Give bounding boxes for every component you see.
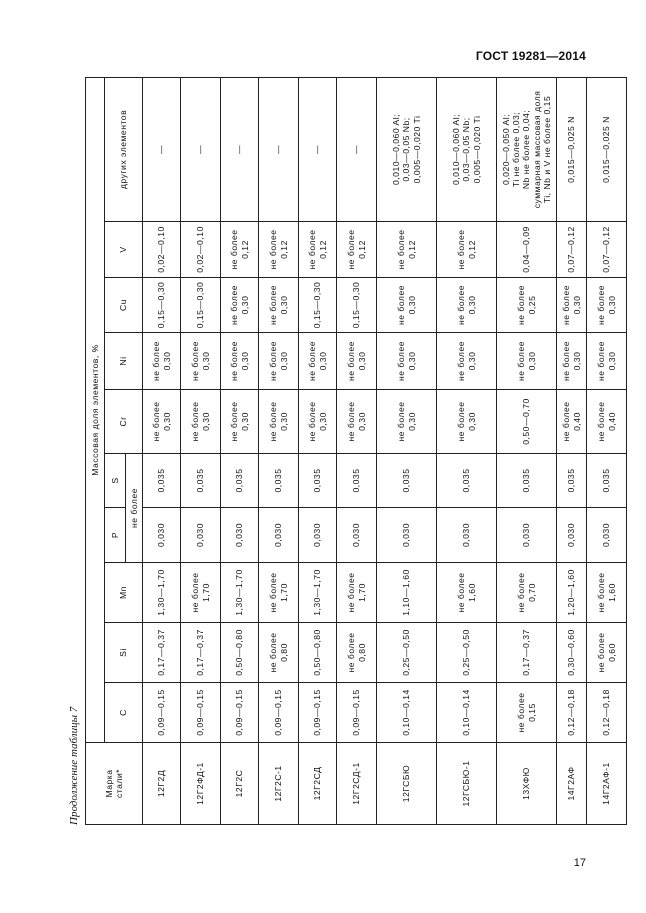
header-not-more: не более (126, 454, 143, 563)
cell-v (497, 222, 557, 278)
cell-line: 0,30 (406, 351, 417, 371)
cell-line: — (273, 144, 284, 155)
table-row (221, 77, 259, 824)
cell-c (181, 683, 221, 743)
cell-line: 1,10—1,60 (401, 569, 412, 616)
table-header (86, 77, 143, 824)
cell-line: 0,12 (356, 240, 367, 259)
cell-si (437, 623, 497, 683)
cell-si (377, 623, 437, 683)
cell-line: 0,015—0,025 N (566, 116, 577, 183)
cell-line: не более (268, 341, 279, 381)
cell-v (557, 222, 587, 278)
header-mass-fraction: Массовая доля элементов, % (86, 77, 105, 742)
table-row (337, 77, 377, 824)
cell-line: не более (456, 285, 467, 325)
cell-line: 0,30 (356, 351, 367, 371)
cell-line: 0,15—0,30 (351, 281, 362, 329)
cell-v (437, 222, 497, 278)
cell-cr (259, 390, 299, 454)
cell-line: 0,12—0,18 (601, 689, 612, 736)
cell-cu (587, 278, 627, 333)
cell-line: не более (268, 401, 279, 442)
cell-other (221, 77, 259, 221)
cell-line: 0,09—0,15 (195, 689, 206, 736)
cell-mn (143, 563, 181, 623)
cell-line: 0,30 (161, 351, 172, 371)
cell-ni (497, 333, 557, 390)
cell-line: 0,50—0,80 (312, 629, 323, 676)
cell-line: 0,12 (317, 240, 328, 259)
cell-line: не более (190, 572, 201, 613)
cell-v (587, 222, 627, 278)
cell-grade: 12ГСБЮ (377, 743, 437, 825)
cell-line: 0,07—0,12 (601, 226, 612, 273)
cell-line: не более (229, 229, 240, 270)
cell-line: 1,70 (200, 583, 211, 602)
cell-line: не более (151, 401, 162, 442)
cell-ni (337, 333, 377, 390)
cell-line: не более (456, 229, 467, 270)
cell-line: 0,40 (571, 412, 582, 431)
cell-cu (181, 278, 221, 333)
cell-v (143, 222, 181, 278)
cell-line: 0,30 (200, 351, 211, 371)
cell-line: 0,12—0,18 (566, 689, 577, 736)
cell-line: 0,30 (278, 351, 289, 371)
cell-si (557, 623, 587, 683)
cell-line: 1,30—1,70 (312, 569, 323, 616)
cell-cr (587, 390, 627, 454)
cell-line: 0,15—0,30 (195, 281, 206, 329)
table-row (587, 77, 627, 824)
cell-si (221, 623, 259, 683)
header-si: Si (105, 623, 143, 683)
cell-line: 1,60 (606, 583, 617, 602)
cell-line: не более (396, 341, 407, 381)
cell-s: 0,035 (437, 454, 497, 508)
cell-line: не более (396, 229, 407, 270)
cell-p: 0,030 (557, 508, 587, 563)
cell-other (557, 77, 587, 221)
cell-line: 0,005—0,020 Ti (411, 115, 422, 184)
cell-mn (181, 563, 221, 623)
cell-cu (143, 278, 181, 333)
cell-c (259, 683, 299, 743)
cell-line: Nb не более 0,04; (521, 109, 532, 190)
cell-c (377, 683, 437, 743)
cell-cu (221, 278, 259, 333)
table-row (437, 77, 497, 824)
cell-line: не более (307, 401, 318, 442)
cell-s: 0,035 (259, 454, 299, 508)
cell-line: 0,25—0,50 (461, 629, 472, 676)
cell-grade: 13ХФЮ (497, 743, 557, 825)
cell-line: 0,12 (239, 240, 250, 259)
cell-cu (497, 278, 557, 333)
cell-p: 0,030 (497, 508, 557, 563)
cell-mn (337, 563, 377, 623)
table-row (181, 77, 221, 824)
cell-s: 0,035 (497, 454, 557, 508)
cell-mn (497, 563, 557, 623)
cell-c (337, 683, 377, 743)
header-cr: Cr (105, 390, 143, 454)
cell-other (377, 77, 437, 221)
table-row (143, 77, 181, 824)
cell-cr (337, 390, 377, 454)
cell-line: 0,07—0,12 (566, 226, 577, 273)
cell-line: не более (346, 229, 357, 270)
cell-mn (587, 563, 627, 623)
cell-line: 0,30 (278, 295, 289, 315)
cell-ni (143, 333, 181, 390)
cell-cu (299, 278, 337, 333)
cell-line: 0,17—0,37 (156, 629, 167, 676)
header-mn: Mn (105, 563, 143, 623)
cell-line: 0,09—0,15 (351, 689, 362, 736)
cell-line: 0,40 (606, 412, 617, 431)
cell-line: 0,80 (278, 643, 289, 662)
cell-line: 0,30 (466, 412, 477, 431)
cell-line: 0,12 (466, 240, 477, 259)
cell-line: не более (516, 341, 527, 381)
cell-line: 0,30 (606, 295, 617, 315)
header-cu: Cu (105, 278, 143, 333)
chemical-composition-table (85, 77, 627, 825)
cell-line: 0,30 (278, 412, 289, 431)
cell-line: не более (561, 341, 572, 381)
cell-v (377, 222, 437, 278)
cell-line: 0,09—0,15 (312, 689, 323, 736)
cell-line: не более (596, 285, 607, 325)
cell-v (337, 222, 377, 278)
cell-grade: 14Г2АФ-1 (587, 743, 627, 825)
cell-line: 0,30 (356, 412, 367, 431)
header-v: V (105, 222, 143, 278)
cell-line: 1,30—1,70 (156, 569, 167, 616)
cell-line: 0,04—0,09 (521, 226, 532, 273)
cell-line: 0,010—0,060 Al; (451, 113, 462, 185)
cell-line: не более (229, 401, 240, 442)
table-row (299, 77, 337, 824)
cell-si (587, 623, 627, 683)
cell-line: не более (346, 341, 357, 381)
cell-line: 0,30 (161, 412, 172, 431)
cell-line: 0,03—0,05 Nb; (401, 117, 412, 182)
table-row (259, 77, 299, 824)
cell-line: — (312, 144, 323, 155)
cell-v (259, 222, 299, 278)
table-row (377, 77, 437, 824)
cell-line: 0,30 (406, 295, 417, 315)
cell-si (143, 623, 181, 683)
cell-mn (557, 563, 587, 623)
cell-grade: 12Г2Д (143, 743, 181, 825)
cell-line: — (351, 144, 362, 155)
header-c: C (105, 683, 143, 743)
cell-line: 0,17—0,37 (521, 629, 532, 676)
table-caption: Продолжение таблицы 7 (68, 706, 80, 825)
cell-other (299, 77, 337, 221)
cell-grade: 12Г2ФД-1 (181, 743, 221, 825)
cell-mn (437, 563, 497, 623)
header-ni: Ni (105, 333, 143, 390)
cell-cr (497, 390, 557, 454)
cell-line: 0,17—0,37 (195, 629, 206, 676)
cell-grade: 12Г2СД (299, 743, 337, 825)
cell-ni (587, 333, 627, 390)
cell-s: 0,035 (377, 454, 437, 508)
cell-s: 0,035 (587, 454, 627, 508)
cell-v (181, 222, 221, 278)
cell-line: 0,30—0,60 (566, 629, 577, 676)
cell-other (181, 77, 221, 221)
cell-line: 0,30 (526, 351, 537, 371)
cell-cu (337, 278, 377, 333)
cell-line: не более (561, 401, 572, 442)
cell-grade: 12Г2С-1 (259, 743, 299, 825)
cell-line: 1,70 (278, 583, 289, 602)
cell-mn (259, 563, 299, 623)
table-body (143, 77, 627, 824)
cell-s: 0,035 (337, 454, 377, 508)
cell-c (497, 683, 557, 743)
cell-line: 0,30 (406, 412, 417, 431)
cell-ni (299, 333, 337, 390)
cell-line: 0,30 (571, 351, 582, 371)
header-grade: Марка стали* (86, 743, 143, 825)
cell-line: не более (190, 341, 201, 381)
cell-p: 0,030 (299, 508, 337, 563)
cell-line: не более (229, 341, 240, 381)
cell-line: 0,50—0,80 (234, 629, 245, 676)
cell-line: 0,10—0,14 (401, 689, 412, 736)
cell-line: суммарная массовая доля (531, 90, 542, 209)
cell-ni (221, 333, 259, 390)
cell-line: 0,25 (526, 295, 537, 315)
header-other: других элементов (105, 77, 143, 221)
table-row (497, 77, 557, 824)
cell-ni (377, 333, 437, 390)
cell-line: 1,70 (356, 583, 367, 602)
cell-line: Ti не более 0,03; (511, 111, 522, 188)
cell-p: 0,030 (221, 508, 259, 563)
cell-p: 0,030 (259, 508, 299, 563)
cell-line: 0,12 (278, 240, 289, 259)
cell-s: 0,035 (299, 454, 337, 508)
cell-cu (557, 278, 587, 333)
cell-line: не более (229, 285, 240, 325)
cell-si (259, 623, 299, 683)
cell-line: не более (151, 341, 162, 381)
cell-line: 0,30 (239, 412, 250, 431)
cell-mn (299, 563, 337, 623)
cell-line: 0,010—0,060 Al; (391, 113, 402, 185)
cell-cu (377, 278, 437, 333)
cell-line: 0,09—0,15 (156, 689, 167, 736)
cell-other (259, 77, 299, 221)
cell-grade: 14Г2АФ (557, 743, 587, 825)
cell-mn (221, 563, 259, 623)
cell-other (587, 77, 627, 221)
cell-cr (181, 390, 221, 454)
cell-line: 0,09—0,15 (234, 689, 245, 736)
cell-line: 0,50—0,70 (521, 398, 532, 445)
cell-c (437, 683, 497, 743)
cell-p: 0,030 (143, 508, 181, 563)
cell-line: 0,30 (239, 295, 250, 315)
cell-si (497, 623, 557, 683)
cell-line: не более (561, 285, 572, 325)
cell-cu (259, 278, 299, 333)
cell-line: — (195, 144, 206, 155)
header-s: S (105, 454, 126, 508)
cell-line: не более (396, 401, 407, 442)
cell-line: не более (346, 572, 357, 613)
cell-line: 0,020—0,050 Al; (500, 113, 511, 185)
cell-mn (377, 563, 437, 623)
cell-line: 0,30 (466, 351, 477, 371)
cell-cu (437, 278, 497, 333)
cell-line: 0,30 (239, 351, 250, 371)
cell-line: — (156, 144, 167, 155)
cell-line: не более (268, 572, 279, 613)
cell-cr (377, 390, 437, 454)
cell-line: не более (516, 572, 527, 613)
cell-cr (299, 390, 337, 454)
cell-line: не более (190, 401, 201, 442)
cell-line: 0,15 (526, 703, 537, 722)
rotated-table-block (68, 78, 617, 825)
cell-s: 0,035 (143, 454, 181, 508)
cell-other (437, 77, 497, 221)
cell-p: 0,030 (377, 508, 437, 563)
cell-line: 0,005—0,020 Ti (471, 115, 482, 184)
cell-grade: 12Г2С (221, 743, 259, 825)
cell-line: 0,30 (571, 295, 582, 315)
cell-other (497, 77, 557, 221)
cell-line: не более (596, 632, 607, 673)
cell-cr (557, 390, 587, 454)
cell-c (557, 683, 587, 743)
cell-line: 0,70 (526, 583, 537, 602)
cell-s: 0,035 (557, 454, 587, 508)
cell-si (337, 623, 377, 683)
cell-line: не более (268, 285, 279, 325)
cell-grade: 12ГСБЮ-1 (437, 743, 497, 825)
cell-line: 0,25—0,50 (401, 629, 412, 676)
cell-other (337, 77, 377, 221)
cell-line: — (234, 144, 245, 155)
cell-line: 0,02—0,10 (156, 226, 167, 273)
cell-line: 0,15—0,30 (156, 281, 167, 329)
cell-line: 0,60 (606, 643, 617, 662)
cell-line: 0,30 (200, 412, 211, 431)
cell-line: 0,30 (466, 295, 477, 315)
cell-line: не более (596, 572, 607, 613)
cell-line: 0,30 (317, 351, 328, 371)
cell-s: 0,035 (181, 454, 221, 508)
cell-p: 0,030 (437, 508, 497, 563)
cell-ni (181, 333, 221, 390)
cell-line: не более (396, 285, 407, 325)
cell-c (221, 683, 259, 743)
cell-line: 0,80 (356, 643, 367, 662)
cell-other (143, 77, 181, 221)
page-number: 17 (573, 857, 586, 869)
cell-line: 0,02—0,10 (195, 226, 206, 273)
cell-v (221, 222, 259, 278)
cell-line: 1,60 (466, 583, 477, 602)
cell-line: не более (268, 229, 279, 270)
cell-cr (143, 390, 181, 454)
cell-ni (557, 333, 587, 390)
header-p: P (105, 508, 126, 563)
cell-p: 0,030 (587, 508, 627, 563)
cell-s: 0,035 (221, 454, 259, 508)
cell-line: не более (516, 692, 527, 733)
cell-line: 0,09—0,15 (273, 689, 284, 736)
cell-line: 0,12 (406, 240, 417, 259)
cell-si (181, 623, 221, 683)
cell-c (143, 683, 181, 743)
cell-line: не более (516, 285, 527, 325)
cell-line: 0,30 (606, 351, 617, 371)
cell-line: 1,20—1,60 (566, 569, 577, 616)
cell-cr (221, 390, 259, 454)
cell-line: 1,30—1,70 (234, 569, 245, 616)
cell-line: не более (596, 341, 607, 381)
cell-c (587, 683, 627, 743)
cell-c (299, 683, 337, 743)
cell-line: 0,10—0,14 (461, 689, 472, 736)
cell-line: не более (346, 632, 357, 673)
cell-grade: 12Г2СД-1 (337, 743, 377, 825)
cell-line: 0,15—0,30 (312, 281, 323, 329)
cell-p: 0,030 (337, 508, 377, 563)
cell-line: не более (268, 632, 279, 673)
cell-line: 0,30 (317, 412, 328, 431)
cell-p: 0,030 (181, 508, 221, 563)
cell-line: не более (456, 572, 467, 613)
cell-line: не более (307, 341, 318, 381)
document-code: ГОСТ 19281—2014 (475, 49, 586, 63)
table-row (557, 77, 587, 824)
cell-line: не более (596, 401, 607, 442)
cell-si (299, 623, 337, 683)
cell-ni (259, 333, 299, 390)
cell-line: 0,015—0,025 N (601, 116, 612, 183)
cell-ni (437, 333, 497, 390)
cell-line: не более (346, 401, 357, 442)
cell-cr (437, 390, 497, 454)
cell-line: 0,03—0,05 Nb; (461, 117, 472, 182)
cell-line: не более (456, 401, 467, 442)
cell-line: не более (307, 229, 318, 270)
cell-line: Ti, Nb и V не более 0,15 (541, 95, 552, 204)
cell-line: не более (456, 341, 467, 381)
cell-v (299, 222, 337, 278)
